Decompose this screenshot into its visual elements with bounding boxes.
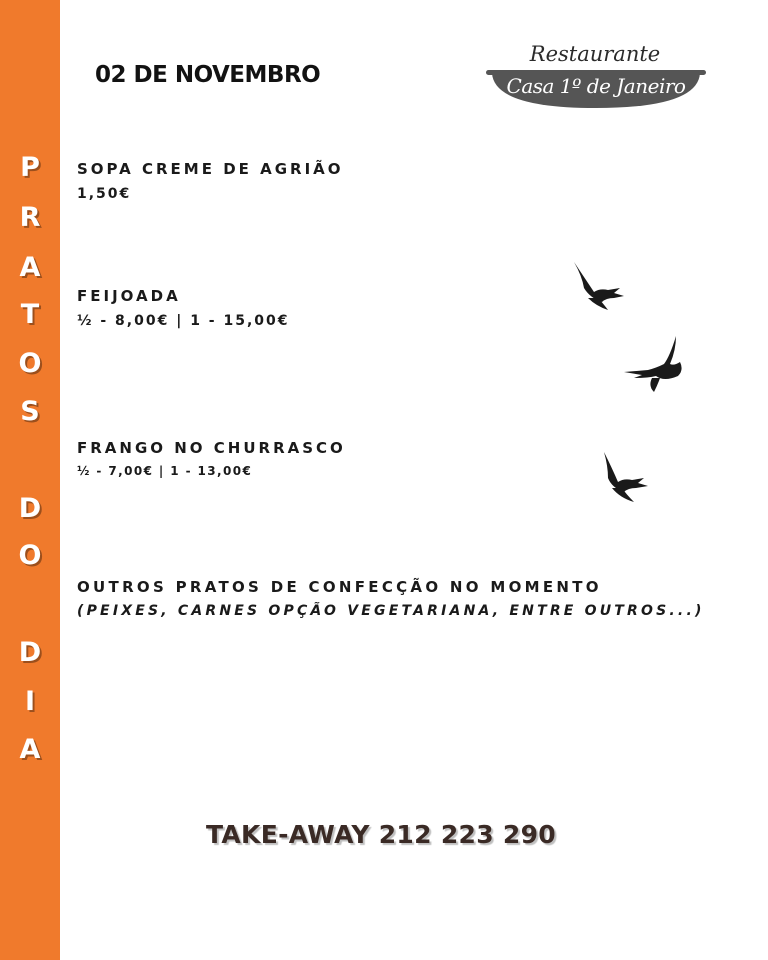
dish-price: 1,50€ (77, 186, 132, 202)
dish-name: OUTROS PRATOS DE CONFECÇÃO NO MOMENTO (77, 578, 602, 596)
dish-name: SOPA CREME DE AGRIÃO (77, 160, 344, 178)
logo-restaurante-text: Restaurante (529, 42, 661, 66)
dish-name: FEIJOADA (77, 287, 181, 305)
menu-date: 02 DE NOVEMBRO (95, 62, 321, 88)
sidebar-letter: R (19, 202, 41, 233)
sidebar-letter: A (19, 252, 41, 283)
takeaway-phone: TAKE-AWAY 212 223 290 (206, 820, 556, 849)
sidebar-letter: O (18, 348, 42, 379)
sidebar-letter: D (18, 637, 42, 668)
sidebar-letter: D (18, 493, 42, 524)
dish-name: FRANGO NO CHURRASCO (77, 439, 346, 457)
dish-price: ½ - 7,00€ | 1 - 13,00€ (77, 464, 253, 478)
sidebar-letter: I (24, 686, 36, 717)
swallow-bird-icon (620, 332, 686, 396)
sidebar-letter: O (18, 540, 42, 571)
dish-note: (PEIXES, CARNES OPÇÃO VEGETARIANA, ENTRE OUTROS...) (77, 603, 705, 619)
logo-name-text: Casa 1º de Janeiro (506, 74, 686, 98)
dish-price: ½ - 8,00€ | 1 - 15,00€ (77, 313, 290, 329)
sidebar-letter: A (19, 734, 41, 765)
swallow-bird-icon (596, 450, 652, 506)
sidebar-letter: T (20, 299, 40, 330)
swallow-bird-icon (568, 258, 628, 314)
sidebar-letter: P (20, 152, 40, 183)
sidebar-letter: S (20, 396, 40, 427)
orange-sidebar (0, 0, 60, 960)
